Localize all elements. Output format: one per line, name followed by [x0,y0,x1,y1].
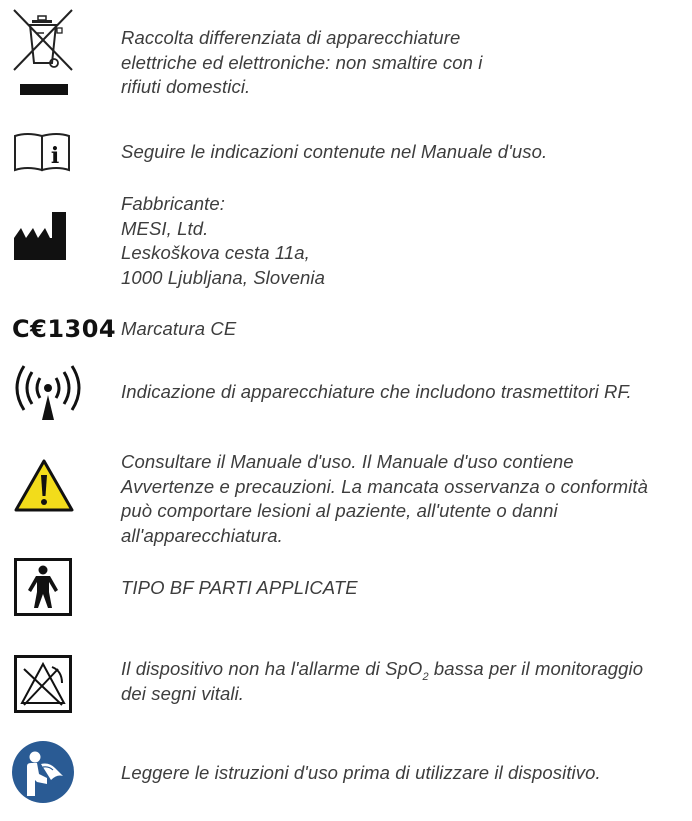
svg-text:i: i [50,143,60,169]
symbol-description: Indicazione di apparecchiature che includono trasmettitori RF. [121,381,632,402]
ce-mark-icon: C€1304 [12,315,117,343]
symbol-description: Il dispositivo non ha l'allarme di SpO$_2$ bassa per il monitoraggio dei segni vitali. [121,658,644,704]
rf-transmitter-icon [14,364,84,429]
symbol-description: Seguire le indicazioni contenute nel Manuale d'uso. [121,141,548,162]
read-instructions-icon [11,740,75,809]
no-alarm-icon [14,655,72,718]
symbol-description: TIPO BF PARTI APPLICATE [121,577,358,598]
symbol-description: Marcatura CE [121,318,237,339]
symbol-description: Consultare il Manuale d'uso. Il Manuale d'uso contiene Avvertenze e precauzioni. La mancata osservanza o conformità può comportare lesioni al paziente, all'utente o danni all'apparecchiatura. [121,451,649,546]
symbol-description: Leggere le istruzioni d'uso prima di utilizzare il dispositivo. [121,762,601,783]
symbol-description: Raccolta differenziata di apparecchiature elettriche ed elettroniche: non smaltire con i rifiuti domestici. [121,27,483,97]
manual-info-icon [13,130,73,179]
weee-crossed-bin-icon [10,8,76,101]
warning-triangle-icon [13,458,75,519]
manufacturer-factory-icon [14,212,68,265]
type-bf-applied-part-icon [14,558,72,621]
symbol-description: Fabbricante: MESI, Ltd. Leskoškova cesta 11a, 1000 Ljubljana, Slovenia [121,193,326,288]
